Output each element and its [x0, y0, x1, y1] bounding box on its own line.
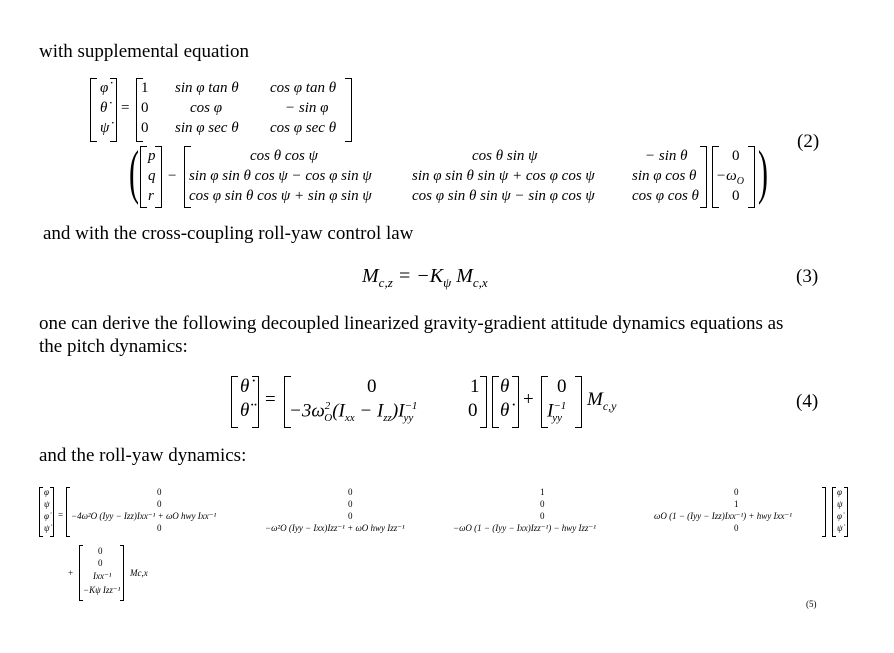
eq5-lhs-1: φ: [44, 487, 49, 497]
eq5-r3c2: 0: [348, 511, 353, 521]
eq5-r2c1: 0: [157, 499, 162, 509]
eq4-m22: 0: [468, 400, 478, 421]
eq2-m2-r2c3: sin φ cos θ: [632, 168, 697, 184]
eq2-m2-r2c1: sin φ sin θ cos ψ − cos φ sin ψ: [189, 168, 372, 184]
eq2-m2-r1c3: − sin θ: [645, 148, 688, 164]
eq5-state-1: φ: [837, 487, 842, 497]
eq2-m1-r3c1: 0: [141, 120, 149, 136]
eq5-lhs-2: ψ: [44, 499, 50, 509]
equation-number-3: (3): [796, 266, 819, 287]
eq2-m1-r1c2: sin φ tan θ: [175, 80, 239, 96]
eq5-input: Mc,x: [130, 568, 148, 578]
eq2-r: r: [148, 188, 154, 204]
eq2-vec-2-sub: O: [736, 176, 744, 187]
eq2-m1-r2c3: − sin φ: [285, 100, 329, 116]
eq4-m11: 0: [367, 376, 377, 397]
paragraph-derive-line2: the pitch dynamics:: [39, 336, 188, 357]
eq5-r1c2: 0: [348, 487, 353, 497]
eq2-m1-r2c1: 0: [141, 100, 149, 116]
eq5-state-3: φ̇: [837, 511, 842, 521]
eq4-m12: 1: [470, 376, 480, 397]
eq2-m2-r3c1: cos φ sin θ cos ψ + sin φ sin ψ: [189, 188, 372, 204]
eq3-rhs: = −K: [397, 265, 444, 287]
eq5-lhs-4: ψ̇: [44, 523, 50, 533]
eq3-lhs-sub: c,z: [378, 275, 393, 290]
eq5-b-4: −Kψ Izz⁻¹: [83, 585, 121, 595]
eq5-r2c2: 0: [348, 499, 353, 509]
eq2-p: p: [148, 148, 156, 164]
eq2-m1-r3c3: cos φ sec θ: [270, 120, 337, 136]
eq5-r1c3: 1: [540, 487, 545, 497]
eq2-q: q: [148, 168, 156, 184]
eq5-lhs-3: φ̇: [44, 511, 49, 521]
eq5-r3c4: ωO (1 − (Iyy − Izz)Ixx⁻¹) + hwy Ixx⁻¹: [654, 511, 792, 521]
eq4-input: M: [587, 389, 603, 410]
eq5-r4c1: 0: [157, 523, 162, 533]
eq5-r2c3: 0: [540, 499, 545, 509]
equation-number-2: (2): [797, 131, 820, 152]
eq3-rhs2-sub: c,x: [472, 275, 488, 290]
eq4-b1: 0: [557, 376, 567, 397]
eq4-b2: I: [547, 400, 554, 422]
eq2-vec-2: −ω: [716, 168, 737, 184]
eq5-b-1: 0: [98, 546, 103, 556]
eq5-r3c3: 0: [540, 511, 545, 521]
eq2-lhs-phi-dot: φ̇: [100, 80, 109, 96]
eq2-lhs-psi-dot: ψ̇: [100, 120, 110, 136]
paragraph-supplemental: with supplemental equation: [39, 41, 250, 62]
eq2-m1-r2c2: cos φ: [190, 100, 223, 116]
eq2-vec-1: 0: [732, 148, 740, 164]
eq4-input-sub: c,y: [602, 398, 617, 413]
eq3-rhs2: M: [456, 265, 473, 287]
eq2-m2-r2c2: sin φ sin θ sin ψ + cos φ cos ψ: [412, 168, 595, 184]
eq5-r1c4: 0: [734, 487, 739, 497]
eq5-r4c3: −ωO (1 − (Iyy − Ixx)Izz⁻¹) − hwy Izz⁻¹: [453, 523, 597, 533]
eq2-m1-r1c1: 1: [141, 80, 149, 96]
eq4-lhs-2: θ̈: [240, 400, 250, 421]
eq5-r2c4: 1: [734, 499, 739, 509]
eq5-b-2: 0: [98, 558, 103, 568]
eq4-state-1: θ: [500, 376, 510, 397]
eq4-lhs-1: θ̇: [240, 376, 250, 397]
eq4-state-2: θ̇: [500, 400, 510, 421]
eq4-m21: $-3\omega^2_O(I_{xx} - I_{zz})I^{-1}_{yy}$: [289, 400, 418, 425]
eq5-r3c1: −4ω²O (Iyy − Izz)Ixx⁻¹ + ωO hwy Ixx⁻¹: [71, 511, 217, 521]
eq3-gain-sub: ψ: [443, 275, 452, 290]
eq5-r4c2: −ω²O (Iyy − Ixx)Izz⁻¹ + ωO hwy Izz⁻¹: [265, 523, 405, 533]
eq2-m1-r3c2: sin φ sec θ: [175, 120, 239, 136]
paragraph-roll-yaw: and the roll-yaw dynamics:: [39, 445, 247, 466]
eq5-b-3: Ixx⁻¹: [93, 571, 112, 581]
eq2-m2-r3c2: cos φ sin θ sin ψ − sin φ cos ψ: [412, 188, 595, 204]
equation-number-4: (4): [796, 391, 819, 412]
eq2-m2-r1c2: cos θ sin ψ: [472, 148, 538, 164]
eq2-m2-r1c1: cos θ cos ψ: [250, 148, 318, 164]
eq5-state-2: ψ: [837, 499, 843, 509]
eq5-r4c4: 0: [734, 523, 739, 533]
equation-number-5: (5): [806, 599, 817, 609]
equation-3: [362, 265, 488, 291]
eq2-m2-r3c3: cos φ cos θ: [632, 188, 699, 204]
paragraph-control-law: and with the cross-coupling roll-yaw control law: [43, 223, 414, 244]
eq3-lhs: M: [362, 265, 379, 287]
eq5-r1c1: 0: [157, 487, 162, 497]
eq2-m1-r1c3: cos φ tan θ: [270, 80, 337, 96]
eq2-lhs-theta-dot: θ̇: [100, 100, 108, 116]
eq5-state-4: ψ̇: [837, 523, 843, 533]
paragraph-derive-line1: one can derive the following decoupled linearized gravity-gradient attitude dynamics equations as: [39, 313, 784, 334]
eq2-vec-3: 0: [732, 188, 740, 204]
